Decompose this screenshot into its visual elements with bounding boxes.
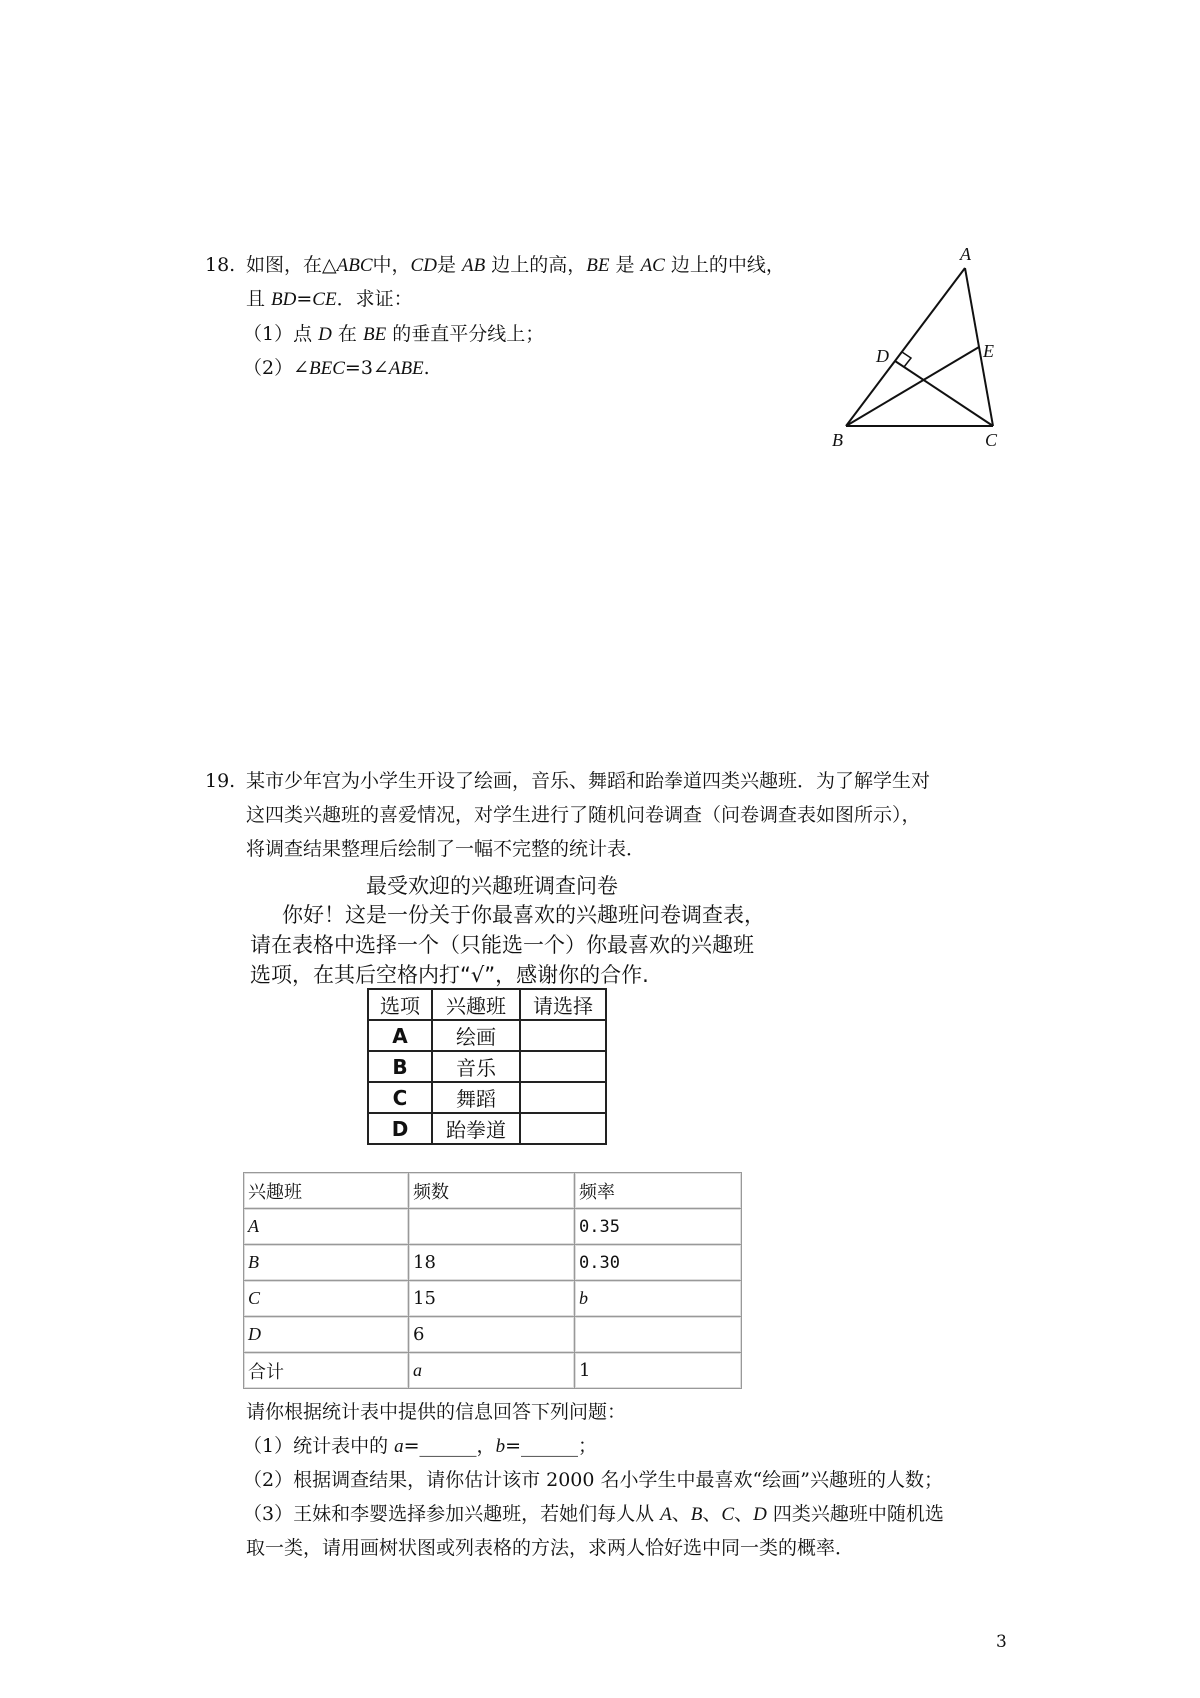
q18-line-2: 且 BD=CE．求证： [246, 288, 413, 310]
stat-freq-cell [409, 1209, 575, 1245]
stat-freq-cell: 18 [409, 1245, 575, 1281]
stat-row [244, 1209, 742, 1245]
stat-rate-cell: b [575, 1281, 742, 1317]
questionnaire-line-2: 请在表格中选择一个（只能选一个）你最喜欢的兴趣班 [250, 933, 754, 957]
choice-cell [520, 1020, 606, 1051]
q19-intro-3: 将调查结果整理后绘制了一幅不完整的统计表． [246, 838, 646, 860]
side-ab [846, 268, 965, 426]
questionnaire-row [368, 1020, 606, 1051]
questionnaire-row [368, 1082, 606, 1113]
question-18-number: 18. [205, 254, 236, 276]
stat-rate-cell: 0.30 [575, 1245, 742, 1281]
header-option: 选项 [368, 989, 432, 1020]
triangle-figure [820, 240, 1020, 460]
option-cell: C [368, 1082, 432, 1113]
stat-row [244, 1281, 742, 1317]
q19-intro-2: 这四类兴趣班的喜爱情况，对学生进行了随机问卷调查（问卷调查表如图所示）， [246, 804, 921, 826]
label-d: D [876, 346, 889, 366]
q18-part-1: （1）点 D 在 BE 的垂直平分线上； [243, 323, 545, 345]
class-cell: 音乐 [432, 1051, 520, 1082]
header-class: 兴趣班 [432, 989, 520, 1020]
label-a: A [960, 244, 971, 264]
stat-name-cell: A [244, 1209, 409, 1245]
option-cell: A [368, 1020, 432, 1051]
label-e: E [983, 341, 994, 361]
stat-row [244, 1317, 742, 1353]
class-cell: 舞蹈 [432, 1082, 520, 1113]
page-number: 3 [996, 1632, 1007, 1652]
q19-part-1: （1）统计表中的 a=______，b=______； [243, 1435, 597, 1457]
label-c: C [985, 430, 998, 450]
q19-part-2: （2）根据调查结果，请你估计该市 2000 名小学生中最喜欢“绘画”兴趣班的人数； [243, 1469, 943, 1491]
q19-intro-1: 某市少年宫为小学生开设了绘画，音乐、舞蹈和跆拳道四类兴趣班．为了解学生对 [246, 770, 931, 792]
option-cell: B [368, 1051, 432, 1082]
stat-header-row [244, 1173, 742, 1209]
questionnaire-title: 最受欢迎的兴趣班调查问卷 [366, 874, 618, 898]
choice-cell [520, 1113, 606, 1144]
label-b: B [832, 430, 843, 450]
questionnaire-table [367, 988, 607, 1145]
stat-rate-cell [575, 1317, 742, 1353]
right-angle-mark [902, 352, 911, 367]
stat-freq-cell: 15 [409, 1281, 575, 1317]
questionnaire-row [368, 1051, 606, 1082]
stat-freq-cell: 6 [409, 1317, 575, 1353]
stat-rate-cell: 0.35 [575, 1209, 742, 1245]
segment-be [846, 347, 979, 426]
q19-part-3: （3）王妹和李婴选择参加兴趣班，若她们每人从 A、B、C、D 四类兴趣班中随机选 [243, 1503, 944, 1525]
stat-total-row [244, 1353, 742, 1389]
stat-header-class: 兴趣班 [244, 1173, 409, 1209]
stat-name-cell: B [244, 1245, 409, 1281]
stat-freq-cell: a [409, 1353, 575, 1389]
segment-cd [895, 361, 993, 426]
class-cell: 绘画 [432, 1020, 520, 1051]
q18-part-2: （2）∠BEC=3∠ABE. [243, 357, 430, 379]
stat-row [244, 1245, 742, 1281]
q18-line-1: 如图，在△ABC中，CD是 AB 边上的高，BE 是 AC 边上的中线， [246, 254, 785, 276]
q19-ask: 请你根据统计表中提供的信息回答下列问题： [246, 1401, 627, 1423]
questionnaire-row [368, 1113, 606, 1144]
questionnaire-line-3: 选项，在其后空格内打“√”，感谢你的合作. [250, 963, 649, 987]
choice-cell [520, 1051, 606, 1082]
stat-name-cell: D [244, 1317, 409, 1353]
stat-header-frequency: 频数 [409, 1173, 575, 1209]
option-cell: D [368, 1113, 432, 1144]
stat-name-cell: C [244, 1281, 409, 1317]
statistics-table [243, 1172, 742, 1389]
stat-rate-cell: 1 [575, 1353, 742, 1389]
stat-header-rate: 频率 [575, 1173, 742, 1209]
choice-cell [520, 1082, 606, 1113]
questionnaire-line-1: 你好！这是一份关于你最喜欢的兴趣班问卷调查表， [282, 903, 765, 927]
q19-part-3-line-2: 取一类，请用画树状图或列表格的方法，求两人恰好选中同一类的概率． [246, 1537, 855, 1559]
question-19-number: 19. [205, 770, 236, 792]
class-cell: 跆拳道 [432, 1113, 520, 1144]
questionnaire-header-row [368, 989, 606, 1020]
stat-name-cell: 合计 [244, 1353, 409, 1389]
header-choice: 请选择 [520, 989, 606, 1020]
